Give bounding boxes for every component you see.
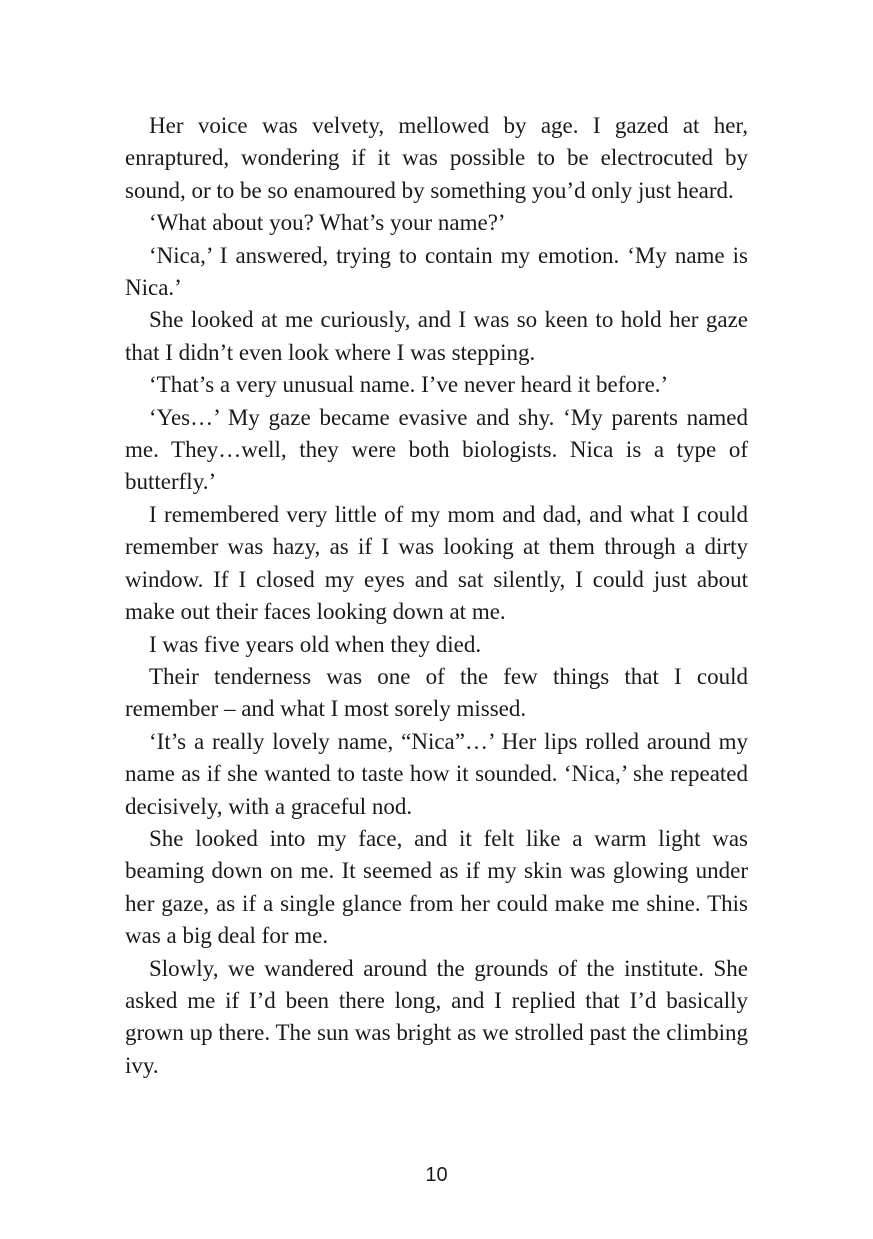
paragraph: ‘What about you? What’s your name?’ xyxy=(149,210,506,236)
paragraph: Her voice was velvety, mellowed by age. I gazed at her, enraptured, wondering if it was possible to be electrocuted by sound, or to be so enamoured by something you’d only just heard. xyxy=(125,113,748,203)
page-number: 10 xyxy=(425,1164,448,1186)
paragraph: She looked at me curiously, and I was so keen to hold her gaze that I didn’t even look where I was stepping. xyxy=(125,307,748,365)
paragraph: She looked into my face, and it felt like a warm light was beaming down on me. It seemed as if my skin was glowing under her gaze, as if a single glance from her could make me shine. This was a big deal for me. xyxy=(125,825,748,949)
paragraph: Their tenderness was one of the few things that I could remember – and what I most sorely missed. xyxy=(125,663,748,722)
body-text xyxy=(125,110,748,1082)
paragraph: ‘Nica,’ I answered, trying to contain my emotion. ‘My name is Nica.’ xyxy=(125,242,748,301)
paragraph: ‘It’s a really lovely name, “Nica”…’ Her lips rolled around my name as if she wanted to taste how it sounded. ‘Nica,’ she repeated decisively, with a graceful nod. xyxy=(125,728,748,819)
paragraph: ‘Yes…’ My gaze became evasive and shy. ‘My parents named me. They…well, they were both biologists. Nica is a type of butterfly.’ xyxy=(125,404,748,495)
paragraph: I remembered very little of my mom and dad, and what I could remember was hazy, as if I was looking at them through a dirty window. If I closed my eyes and sat silently, I could just about make out their faces looking down at me. xyxy=(125,501,748,625)
paragraph: Slowly, we wandered around the grounds of the institute. She asked me if I’d been there long, and I replied that I’d basically grown up there. The sun was bright as we strolled past the climbing ivy. xyxy=(125,955,748,1078)
paragraph: I was five years old when they died. xyxy=(149,631,482,657)
paragraph: ‘That’s a very unusual name. I’ve never heard it before.’ xyxy=(149,372,669,398)
